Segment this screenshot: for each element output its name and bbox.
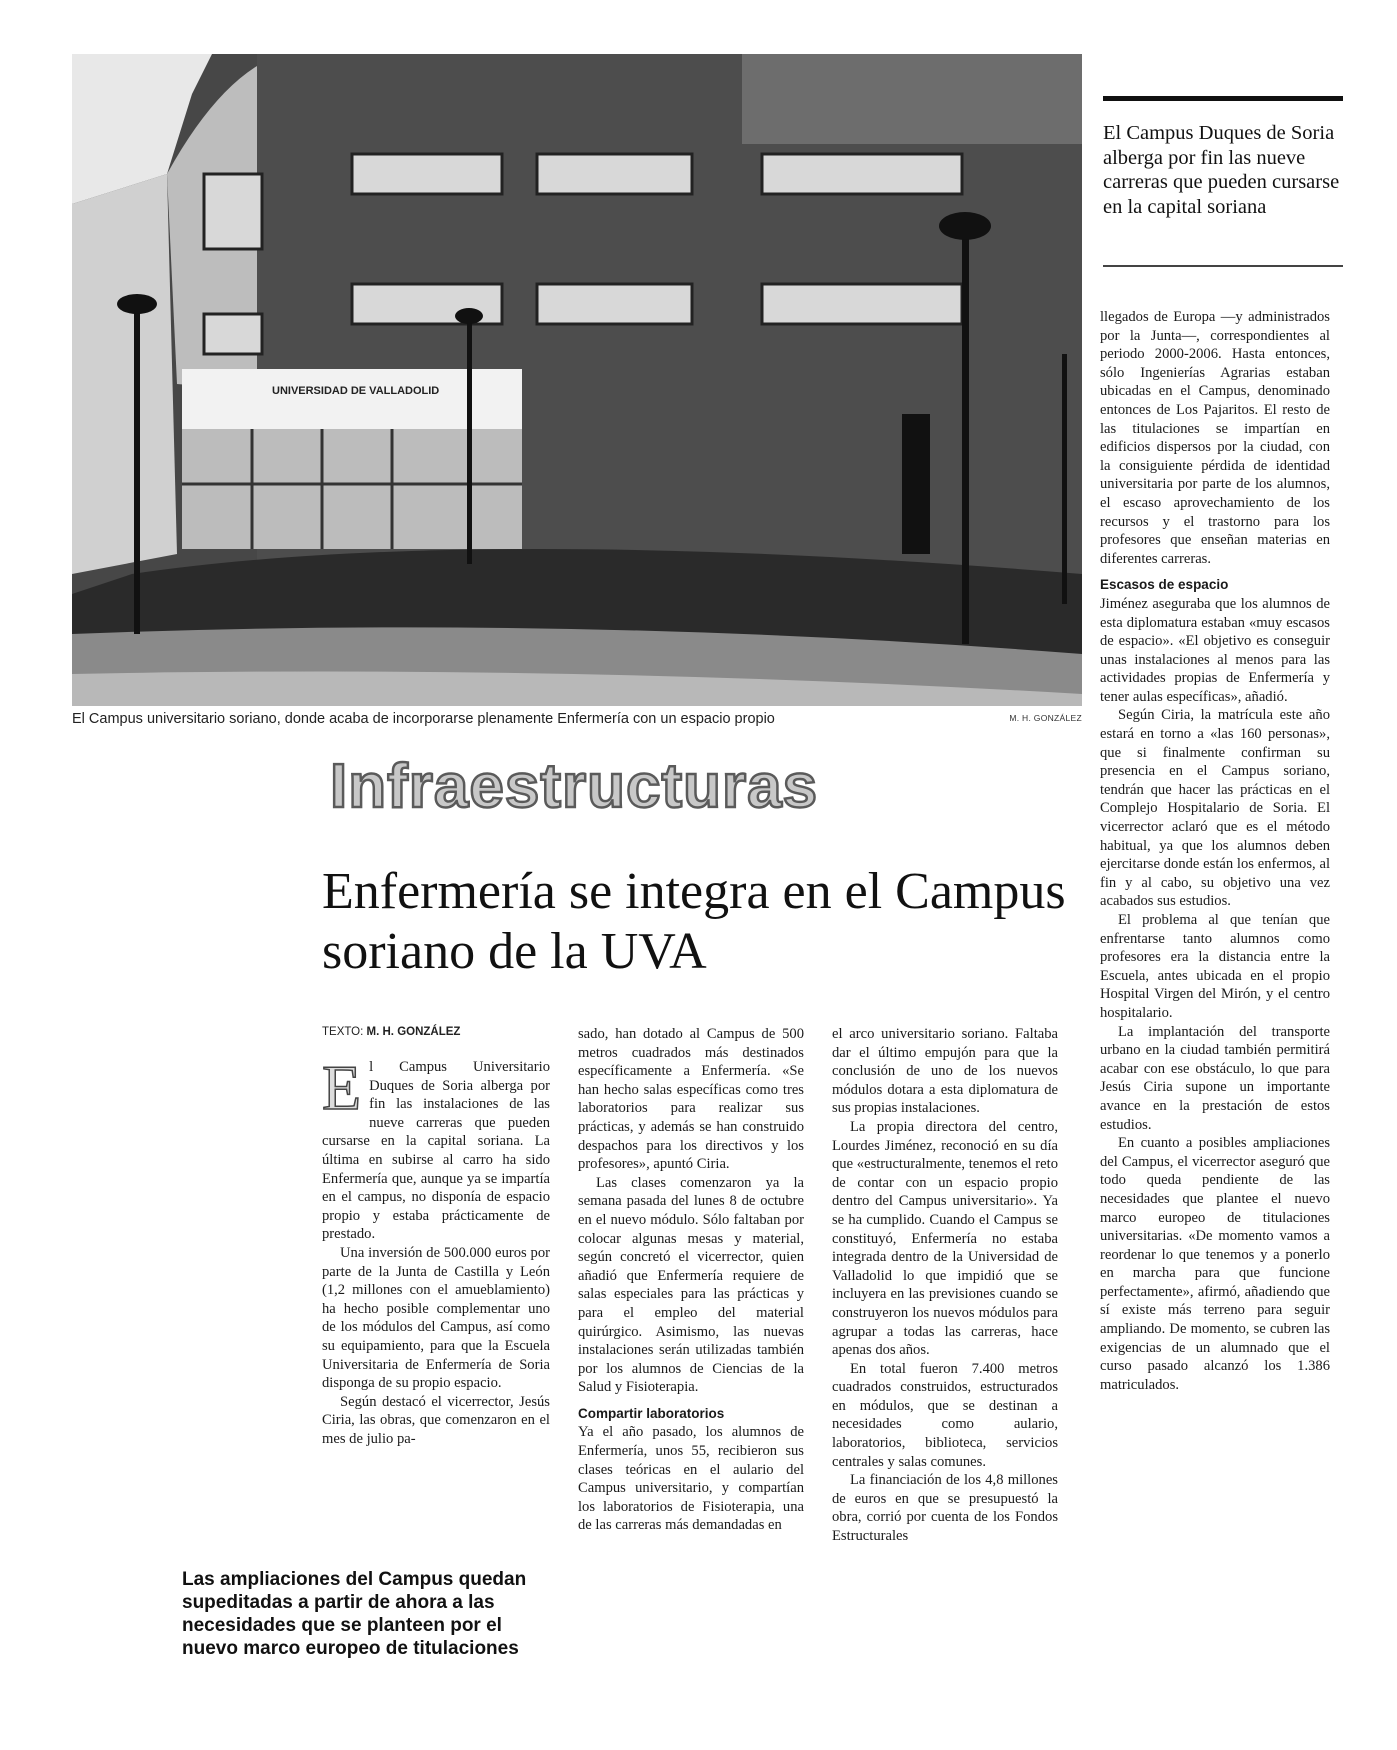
byline	[322, 1026, 562, 1038]
paragraph: Según destacó el vicerrector, Jesús Ciria, las obras, que comenzaron en el mes de julio pa-	[322, 1393, 550, 1447]
paragraph: Ya el año pasado, los alumnos de Enfermería, unos 55, recibieron sus clases teóricas en el aulario del Campus universitario, y compartían los laboratorios de Fisioterapia, una de las carreras más demandadas en	[578, 1424, 804, 1534]
paragraph: La propia directora del centro, Lourdes Jiménez, reconoció en su día que «estructuralmente, tenemos el reto de contar con un espacio propio dentro del Campus universitario». Ya se ha cumplido. Cuando el Campus se constituyó, Enfermería no estaba integrada dentro de la Universidad de Valladolid lo que impidió que se incluyera en las previsiones cuando se construyeron los nuevos módulos para agrupar a todas las carreras, hace apenas dos años.	[832, 1118, 1058, 1359]
pull-quote: Las ampliaciones del Campus quedan supeditadas a partir de ahora a las necesidades que se planteen por el nuevo marco europeo de titulaciones	[182, 1569, 527, 1659]
university-sign: UNIVERSIDAD DE VALLADOLID	[272, 385, 440, 397]
paragraph: En total fueron 7.400 metros cuadrados construidos, estructurados en módulos, que se destinan a necesidades como aulario, laboratorios, biblioteca, servicios centrales y salas comunes.	[832, 1360, 1058, 1470]
drop-cap: E	[322, 1052, 362, 1123]
subheading: Escasos de espacio	[1100, 577, 1229, 593]
paragraph: La implantación del transporte urbano en la ciudad también permitirá acabar con ese obstáculo, lo que para Jesús Ciria supone un importante avance en la prestación de estos estudios.	[1100, 1023, 1330, 1133]
paragraph: La financiación de los 4,8 millones de euros en que se presupuestó la obra, corrió por cuenta de los Fondos Estructurales	[832, 1472, 1058, 1545]
section-title: Infraestructuras	[330, 752, 819, 821]
subheading: Compartir laboratorios	[578, 1405, 725, 1421]
paragraph: En cuanto a posibles ampliaciones del Campus, el vicerrector aseguró que todo queda pendiente de las necesidades que plantee el nuevo marco europeo de titulaciones universitarias. «De momento vamos a reordenar lo que tenemos y a ponerlo en marcha para que funcione perfectamente», afirmó, añadiendo que sí existe más terreno para seguir ampliando. De momento, se cubren las exigencias de un alumnado que el curso pasado alcanzó los 1.386 matriculados.	[1100, 1135, 1330, 1393]
paragraph: Según Ciria, la matrícula este año estará en torno a «las 160 personas», que si finalmente confirman su presencia en el Campus soriano, tendrán que hacer las prácticas en el Complejo Hospitalario de Soria. El vicerrector aclaró que es el método habitual, ya que los alumnos deben ejercitarse donde están los enfermos, al fin y al cabo, su objetivo una vez acabados sus estudios.	[1100, 707, 1330, 910]
paragraph: Jiménez aseguraba que los alumnos de esta diplomatura estaban «muy escasos de espacio». «El objetivo es conseguir unas instalaciones al menos para las actividades propias de Enfermería y tener aulas específicas», añadió.	[1100, 595, 1330, 705]
headline: Enfermería se integra en el Campus soriano de la UVA	[322, 863, 1066, 980]
body-column-3	[832, 1025, 1058, 1546]
paragraph: Una inversión de 500.000 euros por parte de la Junta de Castilla y León (1,2 millones con el amueblamiento) ha hecho posible complementar uno de los módulos del Campus, así como su equipamiento, para que la Escuela Universitaria de Enfermería de Soria disponga de su propio espacio.	[322, 1244, 550, 1392]
paragraph: sado, han dotado al Campus de 500 metros cuadrados más destinados específicamente a Enfermería. «Se han hecho salas específicas como tres laboratorios para realizar sus prácticas, y además se han construido despachos para los directivos y los profesores», apuntó Ciria.	[578, 1026, 804, 1173]
body-column-2	[578, 1025, 804, 1535]
article-deck: El Campus Duques de Soria alberga por fin las nueve carreras que pueden cursarse en la capital soriana	[1103, 122, 1340, 218]
paragraph: Las clases comenzaron ya la semana pasada del lunes 8 de octubre en el nuevo módulo. Sólo faltaban por colocar algunas mesas y material, según concretó el vicerrector, quien añadió que Enfermería requiere de salas especiales para las prácticas y para el empleo del material quirúrgico. Asimismo, las nuevas instalaciones serán utilizadas también por los alumnos de Ciencias de la Salud y Fisioterapia.	[578, 1174, 804, 1396]
paragraph: llegados de Europa —y administrados por la Junta—, correspondientes al periodo 2000-2006. Hasta entonces, sólo Ingenierías Agrarias estaban ubicadas en el Campus, denominado entonces de Los Pajaritos. El resto de las titulaciones se impartían en edificios dispersos por la ciudad, con la consiguiente pérdida de identidad universitaria por parte de los alumnos, el escaso aprovechamiento de los recursos y el trastorno para los profesores que enseñan materias en diferentes carreras.	[1100, 309, 1330, 567]
deck-bottom-rule	[1103, 265, 1343, 267]
campus-building-photo	[72, 54, 1082, 706]
article-photo	[72, 54, 1082, 706]
body-column-1	[322, 1052, 550, 1448]
photo-caption: El Campus universitario soriano, donde acaba de incorporarse plenamente Enfermería con un espacio propio	[72, 711, 775, 727]
paragraph: l Campus Universitario Duques de Soria alberga por fin las instalaciones de las nueve carreras que pueden cursarse en la capital soriana. La última en subirse al carro ha sido Enfermería que, aunque ya se impartía en el campus, no disponía de espacio propio y estaba prácticamente de prestado.	[322, 1059, 550, 1243]
photo-credit: M. H. GONZÁLEZ	[1009, 713, 1082, 723]
byline-author: M. H. GONZÁLEZ	[366, 1026, 461, 1038]
deck-top-rule	[1103, 96, 1343, 101]
byline-label: TEXTO:	[322, 1026, 364, 1038]
paragraph: El problema al que tenían que enfrentarse tanto alumnos como profesores era la distancia entre la Escuela, antes ubicada en el propio Hospital Virgen del Mirón, y el centro hospitalario.	[1100, 912, 1330, 1021]
paragraph: el arco universitario soriano. Faltaba dar el último empujón para que la conclusión de uno de los nuevos módulos dotara a esta diplomatura de sus propias instalaciones.	[832, 1026, 1058, 1117]
body-column-4	[1100, 308, 1330, 1394]
